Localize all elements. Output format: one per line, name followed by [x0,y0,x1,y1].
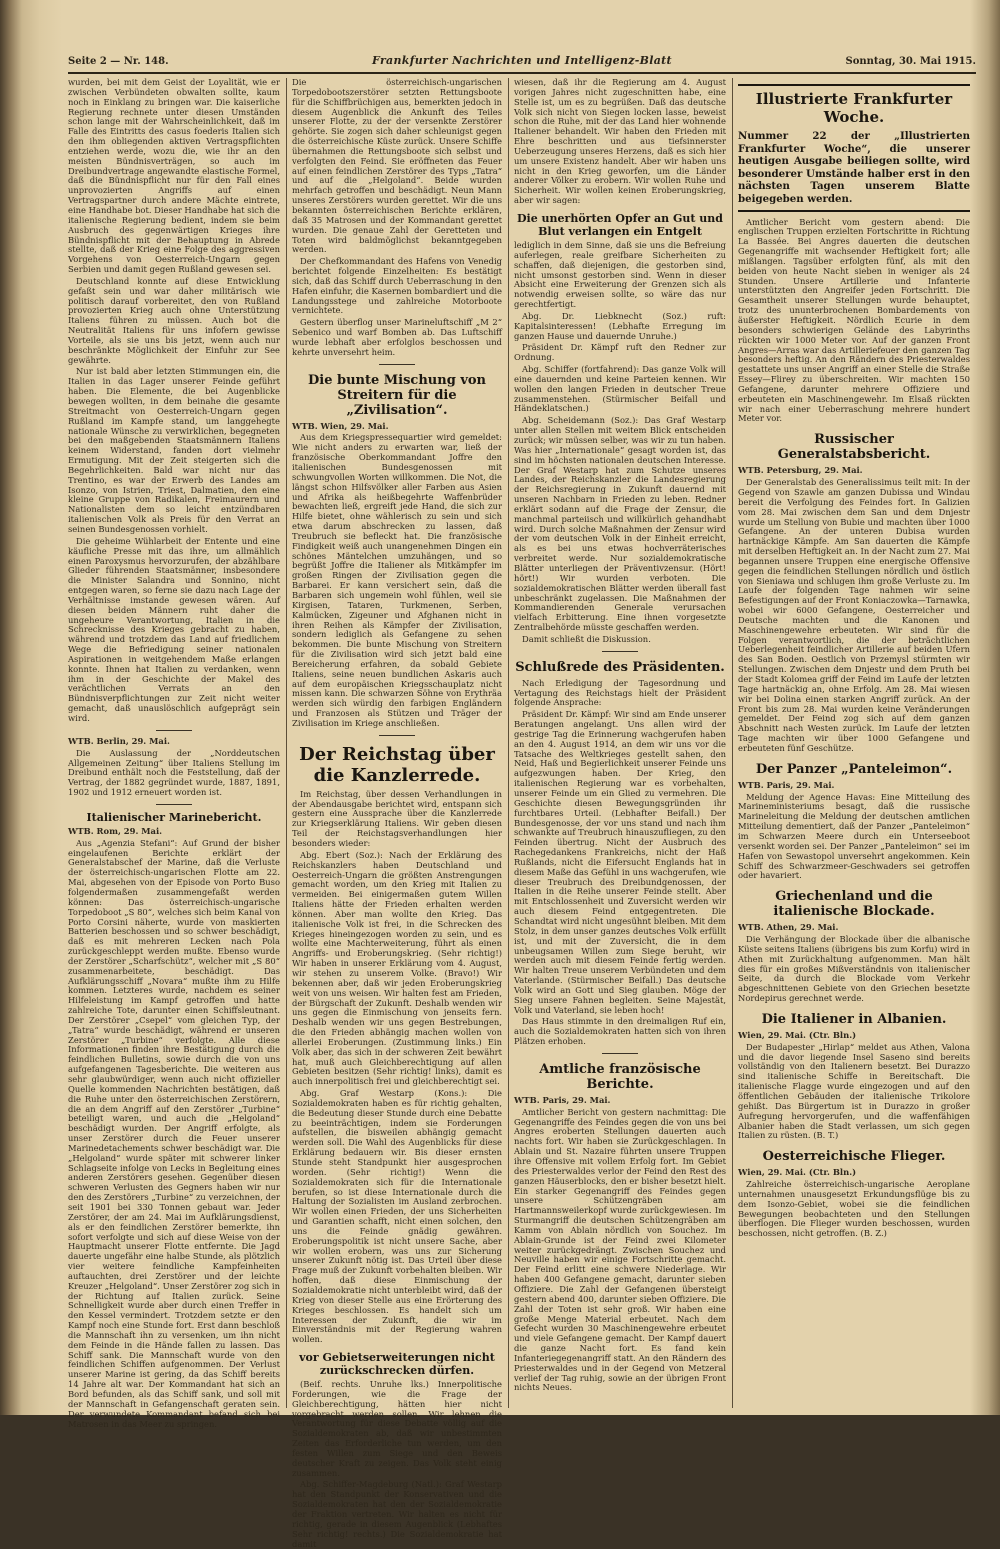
paragraph: Im Reichstag, über dessen Verhandlungen in der Abendausgabe berichtet wird, entspann sich gestern eine Aussprache über die Kanzlerrede zur Kriegserklärung Italiens. Wir geben diesen Teil der Reichstagsverhandlungen hier besonders wieder: [292,788,502,848]
dateline [738,923,970,933]
column-divider [286,78,287,1408]
page-number: Seite 2 — Nr. 148. [68,56,169,67]
paragraph: Amtlicher Bericht von gestern nachmittag: Die Gegenangriffe des Feindes gegen die von uns bei Angres eroberten Stellungen dauerten auch nachts fort. Wir haben sie Zurückgeschlagen. In Ablain und St. Nazaire führten unsere Truppen ihre Offensive mit vollem Erfolg fort. Im Gebiet des Priesterwaldes verlor der Feind den Rest des ganzen Häuserblocks, den er bisher besetzt hielt. Ein starker Gegenangriff des Feindes gegen unsere Schützengräben am Hartmannsweilerkopf wurde zurückgewiesen. Im Sturmangriff die deutschen Schützengräben am Kamm von Ablain nördlich von Souchez. Im Ablain-Grunde ist der Feind zwei Kilometer weiter zurückgedrängt. Zwischen Souchez und Neuville haben wir einige Fortschritte gemacht. Der Feind erlitt eine schwere Niederlage. Wir haben 400 Gefangene gemacht, darunter sieben Offiziere. Die Zahl der Gefangenen übersteigt gestern abend 400, darunter sieben Offiziere. Die Zahl der Toten ist sehr groß. Wir haben eine große Menge Material erbeutet. Nach dem Gefecht wurden 30 Maschinengewehre erbeutet und viele Gefangene gemacht. Der Kampf dauert die ganze Nacht fort. Es fand kein Infanteriegegenangriff statt. An den Rändern des Priesterwaldes und in der Gegend von Metzeral verlief der Tag ruhig, sowie an der übrigen Front nichts Neues. [514,1106,726,1393]
notice-text: Nummer 22 der „Illustrierten Frankfurter Woche“, die unserer heutigen Ausgabe beiliegen sollte, wird besonderer Umstände halber erst in den nächsten Tagen unserem Blatte beigegeben werden. [738,130,970,205]
separator [156,804,192,805]
column-divider [732,78,733,1408]
paragraph: Der Budapester „Hirlap“ meldet aus Athen, Valona und die davor liegende Insel Saseno sind bereits vollständig von den Italienern besetzt. Bei Durazzo sind italienische Schiffe in Bereitschaft. Die italienische Flagge wurde eingezogen und auf den öffentlichen Gebäuden der italienische Trikolore gehißt. Das Bürgertum ist in Durazzo in großer Aufregung hervorgerufen, und die waffenfähigen Albanier haben die Stadt verlassen, um sich gegen Italien zu rüsten. (B. T.) [738,1041,970,1141]
dateline-text: WTB. Berlin, 29. Mai. [68,735,170,746]
dateline-text: WTB. Rom, 29. Mai. [68,825,163,836]
heading-reichstag: Der Reichstag über die Kanzlerrede. [299,743,495,786]
dateline-text: WTB. Paris, 29. Mai. [738,779,835,790]
paragraph: Aus dem Kriegspressequartier wird gemeldet: Wie nicht anders zu erwarten war, ließ der französische Oberkommandant Joffre den italienischen Bundesgenossen mit schwungvollen Worten willkommen. Die Not, die längst schon Hilfsvölker aller Farben aus Asien und Afrika als heißbegehrte Waffenbrüder bewachten ließ, ergreift jede Hand, die sich zur Hilfe bietet, ohne wählerisch zu sein und sich etwa darum abschrecken zu lassen, daß Treubruch sie befleckt hat. Die französische Findigkeit weiß auch unangenehmen Dingen ein schönes Mäntelchen umzuhängen, und so begrüßt Joffre die Italiener als Mitkämpfer im großen Ringen der Zivilisation gegen die Barbarei. Er kann versichert sein, daß die Barbaren sich ungemein wohl fühlen, weil sie Kirgisen, Tataren, Turkmenen, Serben, Kalmücken, Zigeuner und Afghanen nicht in ihren Reihen als Kämpfer der Zivilisation, sondern lediglich als Gefangene zu sehen bekommen. Die bunte Mischung von Streitern für die Zivilisation wird sich jetzt bald eine Bereicherung erfahren, da sobald Gebiete Italiens, seine neuen bundlichen Askaris auch auf dem europäischen Kriegsschauplatz nicht missen kann. Die schwarzen Söhne von Erythräa werden sich würdig den farbigen Engländern und Franzosen als Stützen und Träger der Zivilisation im Kriege anschließen. [292,432,502,728]
paragraph: Gestern überflog unser Marineluftschiff „M 2“ Sebenico und warf Bomben ab. Das Luftschiff wurde lebhaft aber erfolglos beschossen und kehrte unversehrt heim. [292,317,502,357]
paragraph: lediglich in dem Sinne, daß sie uns die Befreiung auferlegen, reale greifbare Sicherheiten zu schaffen, daß diejenigen, die gestorben sind, nicht umsonst gestorben sind. Wenn in dieser Absicht eine Erweiterung der Grenzen sich als notwendig erweisen sollte, so wäre das nur gerechtfertigt. [514,239,726,310]
separator [602,1053,638,1054]
paragraph: Nur ist bald aber letzten Stimmungen ein, die Italien in das Lager unserer Feinde geführt haben. Die Elemente, die bei Augenblicke bewegen wollten, in dem beinahe die gesamte Streitmacht von Oesterreich-Ungarn gegen Rußland im Kampfe stand, um langgehegte nationale Wünsche zu verwirklichen, begegneten bei den maßgebenden Staatsmännern Italiens keinem Widerstand, fanden dort vielmehr Ermutigung. Mit der Zeit steigerten sich die Begehrlichkeiten. Bald war nicht nur das Trentino, es war der Erwerb des Landes am Isonzo, von Istrien, Triest, Dalmatien, den eine kleine Gruppe von Radikalen, Freimaurern und Nationalisten dem so leicht entzündbaren italienischen Volk als Preis für den Verrat an seinen Bundesgenossen vorhielt. [68,366,280,534]
heading-bunte-mischung: Die bunte Mischung von Streitern für die „Zivilisation“. [307,372,486,418]
dateline [738,1168,970,1178]
heading-russischer-bericht: Russischer Generalstabsbericht. [777,432,931,463]
separator [602,651,638,652]
dateline [68,737,280,747]
paragraph: Das Haus stimmte in den dreimaligen Ruf ein, auch die Sozialdemokraten hatten sich von ihren Plätzen erhoben. [514,1016,726,1047]
heading-schlussrede: Schlußrede des Präsidenten. [515,659,725,675]
paragraph: wiesen, daß ihr die Regierung am 4. August vorigen Jahres nicht zugeschnitten habe, eine Stelle ist, um es zu begrüßen. Daß das deutsche Volk sich nicht von Siegen locken lasse, beweist schon die Ruhe, mit der das Land hier wohnende Italiener behandelt. Wir haben den Frieden mit Ehre beschritten und aus tiefsinnerster Ueberzeugung unseres Herzens, daß es sich hier um unsere Existenz handelt. Aber wir haben uns nicht in den Krieg geworfen, um die Länder anderer Völker zu erobern. Wir wollen Ruhe und Sicherheit. Wir wollen keinen Eroberungskrieg, aber wir sagen: [514,77,726,206]
page-header [68,52,976,72]
paragraph: Damit schließt die Diskussion. [522,633,651,644]
notice-title: Illustrierte Frankfurter Woche. [755,90,953,126]
heading-franzoesische-berichte: Amtliche französische Berichte. [539,1061,701,1092]
paragraph: Aus „Agenzia Stefani“: Auf Grund der bisher eingelaufenen Berichte erklärt der Generalstabschef der Marine, daß die Verluste der österreichisch-ungarischen Flotte am 22. Mai, abgesehen von der Episode von Porto Buso folgendermaßen zusammengefaßt werden können: Das österreichisch-ungarische Torpedoboot „S 80“, welches sich beim Kanal von Porto Corsini näherte, wurde von maskierten Batterien beschossen und so schwer beschädigt, daß es mit mehreren Lecken nach Pola zurückgeschleppt werden mußte. Ebenso wurde der Zerstörer „Scharfschütz“, welcher mit „S 80“ zusammenarbeitete, beschädigt. Das Aufklärungsschiff „Novara“ mußte ihm zu Hilfe kommen. Letzteres wurde, nachdem es seiner Hilfeleistung im Kampf getroffen und hatte zahlreiche Tote, darunter einen Schiffsleutnant. Der Zerstörer „Csepel“ vom gleichen Typ, der „Tatra“ wurde beschädigt, während er unseren Zerstörer „Turbine“ verfolgte. Alle diese Informationen finden ihre Bestätigung durch die feindlichen Bulletins, sowie durch die von uns aufgefangenen Tagesberichte. Die weiteren aus sehr glaubwürdiger, wenn auch nicht offizieller Quelle kommenden Nachrichten bestätigen, daß die Ruhe unter den österreichischen Zerstörern, die an dem Angriff auf den Zerstörer „Turbine“ beteiligt waren, und auch die „Helgoland“ beschädigt wurden. Der Angriff erfolgte, als unser Zerstörer durch die Feuer unserer Marinedetachements schwer beschädigt war. Die „Helgoland“ wurde später mit schwerer linker Schlagseite infolge von Lecks in Begleitung eines anderen Zerstörers gesehen. Gegenüber diesen schweren Verlusten des Gegners haben wir nur den des Zerstörers „Turbine“ zu verzeichnen, der seit 1901 bei 330 Tonnen gebaut war. Jeder Zerstörer, der am 24. Mai im Aufklärungsdienst, als er den feindlichen Zerstörer bemerkte, ihn sofort verfolgte und sich auf diese Weise von der Hauptmacht unserer Flotte entfernte. Die Jagd dauerte ungefähr eine halbe Stunde, als plötzlich vier weitere feindliche Kampfeinheiten auftauchten, drei Zerstörer und der leichte Kreuzer „Helgoland“. Unser Zerstörer zog sich in der Richtung auf Italien zurück. Seine Schnelligkeit wurde aber durch einen Treffer in den Kessel vermindert. Trotzdem setzte er den Kampf noch eine Stunde fort. Erst dann beschloß die Mannschaft ihn zu versenken, um ihn nicht dem Feinde in die Hände fallen zu lassen. Das Schiff sank. Die Mannschaft wurde von den feindlichen Schiffen aufgenommen. Der Verlust unserer Marine ist gering, da das Schiff bereits 14 Jahre alt war. Der Kommandant hat sich an Bord befunden, als das Schiff sank, und soll mit der Mannschaft in Gefangenschaft geraten sein. Der verwundete Kommandant befand sich bei Matrosen in das Meer zu springen. [68,837,280,1429]
dateline-text: WTB. Athen, 29. Mai. [738,922,839,933]
separator [156,730,192,731]
subheading-gebietserweiterungen: vor Gebietserweiterungen nicht zurückschrecken dürfen. [299,1351,495,1378]
paragraph: Die geheime Wühlarbeit der Entente und eine käufliche Presse mit das ihre, um allmählich einen Paroxysmus hervorzurufen, der abzählbare Glieder führenden Staatsmänner, insbesondere die Minister Salandra und Sonnino, nicht entgegen waren, so ferne sie dazu nach Lage der Verhältnisse imstande gewesen wären. Auf diesen beiden Männern ruht daher die ungeheure Verantwortung, Italien in die Schrecknisse des Krieges gebracht zu haben, während und trotzdem das Land auf friedlichem Wege die Befriedigung seiner nationalen Aspirationen in weitgehendem Maße erlangen konnte. Ihnen hat Italien zu verdanken, wenn ihm in der Geschichte der Makel des verächtlichen Verrats an den Bündnisverpflichtungen zur Zeit nicht weiter gemacht, daß unauslöschlich aufgeprägt sein wird. [68,535,280,723]
page-right-edge [970,0,1000,1415]
dateline [738,1031,970,1041]
paragraph: Die Verhängung der Blockade über die albanische Küste seitens Italiens (übrigens bis zum Korfu) wird in Athen mit Zurückhaltung aufgenommen. Man hält dies für ein großes Mißverständnis von italienischer Seite, da durch die Blockade vom Verkehr abgeschnittenen Gebiete von den Griechen besetzte Nordepirus gerechnet werde. [738,934,970,1004]
paragraph: Abg. Dr. Liebknecht (Soz.) ruft: Kapitalsinteressen! (Lebhafte Erregung im ganzen Hause und dauernde Unruhe.) [514,310,726,341]
dateline-text: WTB. Paris, 29. Mai. [514,1094,611,1105]
paragraph: Der Chefkommandant des Hafens von Venedig berichtet folgende Einzelheiten: Es bestätigt sich, daß das Schiff durch Ueberraschung in den Hafen einfuhr, die Kasernen bombardiert und die Landungsstege und zahlreiche Motorboote vernichtete. [292,256,502,316]
dateline-text: Wien, 29. Mai. (Ctr. Bln.) [738,1167,857,1178]
paragraph: Abg. Ebert (Soz.): Nach der Erklärung des Reichskanzlers haben Deutschland und Oesterreich-Ungarn die größten Anstrengungen gemacht worden, um den Krieg mit Italien zu vermeiden. Bei einigermaßen gutem Willen Italiens hätte der Frieden erhalten werden können. Aber man wollte den Krieg. Das italienische Volk ist frei, in die Schrecken des Krieges hineingezogen worden zu sein, und es wollte eine Machterweiterung, führt als einen Angriffs- und Eroberungskrieg. (Sehr richtig!) Wir haben in unserer Erklärung vom 4. August, wir stehen zu unserem Volke. (Bravo!) Wir bekennen aber, daß wir jeden Eroberungskrieg weit von uns weisen. Wir halten fest am Frieden, der Bürgschaft der Zukunft. Deshalb wenden wir uns gegen die Einmischung von jenseits fern. Deshalb wenden wir uns gegen Bestrebungen, die den Frieden abhängig machen wollen von allerlei Eroberungen. (Zustimmung links.) Ein Volk aber, das sich in der schweren Zeit bewährt hat, muß auch Gleichberechtigung auf allen Gebieten besitzen (Sehr richtig! links), damit es auch innerpolitisch frei und gleichberechtigt sei. [292,849,502,1087]
paragraph: Präsident Dr. Kämpf ruft den Redner zur Ordnung. [514,342,726,363]
heading-panzer: Der Panzer „Panteleimon“. [755,761,953,777]
dateline [738,466,970,476]
subheading-opfer: Die unerhörten Opfer an Gut und Blut verlangen ein Entgelt [517,211,723,238]
paragraph: Amtlicher Bericht vom gestern abend: Die englischen Truppen erzielten Fortschritte in Richtung La Bassée. Bei Angres dauerten die deutschen Gegenangriffe mit wachsender Heftigkeit fort; alle mißlangen. Tagsüber erfolgten fünf, als mit den beiden von heute Nacht sieben in weniger als 24 Stunden. Unsere Artillerie und Infanterie unterstützten den Angreifer jeden Fortschritt. Die Gesamtheit unserer Stellungen wurde behauptet, trotz des ununterbrochenen Bombardements von äußerster Heftigkeit. Nördlich Ecurie in dem besonders schwierigen Gelände des Labyrinths rückten wir 1000 Meter vor. Auf der ganzen Front Angres—Arras war das Artilleriefeuer den ganzen Tag besonders heftig. An den Rändern des Priesterwaldes gestattete uns unser Angriff an einer Stelle die Straße Essey—Flirey zu überschreiten. Wir machten 150 Gefangene, darunter mehrere Offiziere und erbeuteten ein Maschinengewehr. Im Elsaß rückten wir nach einer Ueberraschung mehrere hundert Meter vor. [738,216,970,424]
dateline-text: Wien, 29. Mai. (Ctr. Bln.) [738,1029,857,1040]
paragraph: wurden, bei mit dem Geist der Loyalität, wie er zwischen Verbündeten obwalten sollte, kaum noch in Einklang zu bringen war. Die kaiserliche Regierung rechnete unter diesen Umständen schon lange mit der Wahrscheinlichkeit, daß im Falle des Eintritts des casus foederis Italien sich den ihm obliegenden aktiven Vertragspflichten entziehen werde, wozu die, wie ihr an den meisten Bündnisverträgen, so auch im Dreibundvertrage angewandte elastische Formel, daß die Bündnispflicht nur für den Fall eines unprovozierten Angriffs auf einen Vertragspartner durch andere Mächte eintrete, eine Handhabe bot. Dieser Handhabe hat sich die italienische Regierung bedient, indem sie beim Ausbruch des gegenwärtigen Krieges ihre Bündnispflicht mit der Behauptung in Abrede stellte, daß der Krieg eine Folge des aggressiven Vorgehens von Oesterreich-Ungarn gegen Serbien und damit gegen Rußland gewesen sei. [68,77,280,275]
heading-flieger: Oesterreichische Flieger. [762,1149,946,1165]
column-3 [514,78,726,1408]
column-1 [68,77,280,1429]
paragraph: Meldung der Agence Havas: Eine Mitteilung des Marineministeriums besagt, daß die russische Marineleitung die Meldung der deutschen amtlichen Mitteilung dementiert, daß der Panzer „Panteleimon“ im Schwarzen Meere durch ein Unterseeboot versenkt worden sei. Der Panzer „Panteleimon“ sei im Hafen von Sewastopol unversehrt angekommen. Kein Schiff des Schwarzmeer-Geschwaders sei getroffen oder havariert. [738,791,970,881]
column-2 [292,77,502,1549]
notice-box-illustrierte [738,84,970,212]
paragraph: (Beif. rechts. Unruhe lks.) Innerpolitische Forderungen, wie die Frage der Gleichberechtigung, hätten hier nicht vorgebracht werden sollen. Wir lehnen die Verantwortung für diese Debatte völlig auf die Sozialdemokraten ab, daß wir unbestimmten Zeiten das Erforderliche tun werden, um den festen Willen zum Siege und den Beweis deutscher Kraft zu zeigen. Das Volk steht einig zusammen. [292,1379,502,1478]
paragraph: Nach Erledigung der Tagesordnung und Vertagung des Reichstags hielt der Präsident folgende Ansprache: [514,677,726,708]
paragraph: Der Generalstab des Generalissimus teilt mit: In der Gegend von Szawle am ganzen Dubissa und Windau bereit die Verfolgung des Feindes fort. In Galizien vom 28. Mai zwischen dem San und dem Dnjestr wurde um Stellung von Bubie und machten über 1000 Gefangene. An der unteren Dubisa wurden hartnäckige Kämpfe. Am San dauerten die Kämpfe mit derselben Heftigkeit an. In der Nacht zum 27. Mai begannen unsere Truppen eine energische Offensive gegen die feindlichen Stellungen nördlich und östlich von Sieniawa und schlugen ihm große Verluste zu. Im Laufe der folgenden Tage nahmen wir seine Befestigungen auf der Front Koniaczowka—Tarnawka, wobei wir 6000 Gefangene, Oesterreicher und Deutsche machten und die Kanonen und Maschinengewehre erbeuteten. Wir sind für die Folgen verantwortlich, die der beträchtlichen Ueberlegenheit feindlicher Artillerie auf beiden Ufern des San Boden. Oestlich von Przemysl stürmten wir Stellungen. Zwischen dem Dnjestr und dem Pruth bei der Stadt Kolomea griff der Feind im Laufe der letzten Tage hartnäckig an, ohne Erfolg. Am 28. Mai wiesen wir bei Dolina einen starken Angriff zurück. An der Front bis zum 28. Mai wurden keine Veränderungen gemeldet. Der Feind zog sich auf dem ganzen Abschnitt nach Westen zurück. Im Laufe der letzten Tage machten wir über 1000 Gefangene und erbeuteten fünf Geschütze. [738,477,970,753]
heading-albanien: Die Italiener in Albanien. [761,1011,947,1027]
paragraph: Abg. Graf Westarp (Kons.): Die Sozialdemokraten haben es für richtig gehalten, die Bedeutung dieser Stunde durch eine Debatte zu beeinträchtigen, indem sie Forderungen aufstellen, die bisweilen abhängig gemacht werden soll. Die Wahl des Augenblicks für diese Erklärung bedauern wir. Bis dieser ernsten Stunde steht Standpunkt hier ausgesprochen worden. (Sehr richtig!) Wenn die Sozialdemokraten sich für die Internationale berufen, so ist diese Internationale durch die Haltung der Sozialisten im Ausland zerbrochen. Wir wollen einen Frieden, der uns Sicherheiten und Garantien schafft, nicht einen solchen, den uns die Feinde gnädig gewähren. Eroberungspolitik ist nicht unsere Sache, aber wir wollen erobern, was uns zur Sicherung unserer Zukunft nötig ist. Das Urteil über diese Frage muß der Zukunft vorbehalten bleiben. Wir hoffen, daß diese Einmischung der Sozialdemokratie nicht unterbleibt wird, daß der Krieg von dieser Stelle aus eine Erörterung des Krieges beschlossen. Es handelt sich um Interessen der Zukunft, die wir im Einverständnis mit der Regierung wahren wollen. [292,1088,502,1345]
paragraph: Abg. Schiffer (fortfahrend): Das ganze Volk will eine dauernden und keine Parteien kennen. Wir wollen den langen Frieden in deutscher Treue zusammenstehen. (Stürmischer Beifall und Händeklatschen.) [514,364,726,414]
paragraph: Deutschland konnte auf diese Entwicklung gefaßt sein und war daher militärisch wie politisch darauf vorbereitet, den von Rußland provozierten Krieg auch ohne Unterstützung Italiens führen zu müssen. Auch bot die Neutralität Italiens für uns infofern gewisse Vorteile, als sie uns bis jetzt, wenn auch nur beschränkte Möglichkeit der Einfuhr zur See gewährte. [68,275,280,365]
dateline-text: WTB. Petersburg, 29. Mai. [738,465,863,476]
paragraph: Abg. Scheidemann (Soz.): Das Graf Westarp unter allen Stellen mit weitem Blick entscheiden zurück; wir müssen selber, was wir zu tun haben. Was hier „Internationale“ gesagt worden ist, das sind im höchsten nationalen deutschen Interesse. Der Graf Westarp hat zum Schutze unseres Landes, der Reichskanzler die Landesregierung der Reichsregierung in Zukunft dauernd mit unseren Nachbarn in Frieden zu leben. Redner erklärt sodann auf die Frage der Zensur, die manchmal parteiisch und willkürlich gehandhabt wird. Durch solche Maßnahmen der Zensur wird der vom deutschen Volk in der Einheit erreicht, als es bei uns etwas hochverräterisches verbreitet werde. Nur sozialdemokratische Blätter unterliegen der Präventivzensur. (Hört! hört!) Wir wurden verboten. Die sozialdemokratischen Blätter werden überall fast unbeschränkt zugelassen. Die Maßnahmen der Kommandierenden Generale verursachen vielfach Erbitterung. Eine ihnen vorgesetzte Zentralbehörde müsste geschaffen werden. [514,415,726,633]
dateline [292,422,502,432]
masthead: Frankfurter Nachrichten und Intelligenz-Blatt [372,54,672,67]
heading-griechenland: Griechenland und die italienische Blockade. [773,889,935,920]
paragraph: Zahlreiche österreichisch-ungarische Aeroplane unternahmen unausgesetzt Erkundungsflüge bis zu dem Isonzo-Gebiet, wobei sie die feindlichen Bewegungen beobachteten und den Stellungen überflogen. Die Flieger wurden beschossen, wurden beschossen, nicht getroffen. (B. Z.) [738,1179,970,1239]
paragraph: Präsident Dr. Kämpf: Wir sind am Ende unserer Beratungen angelangt. Uns allen wird der gestrige Tag die Erinnerung wachgerufen haben an den 4. August 1914, an dem wir uns vor die Tatsache des Weltkrieges gestellt sahen, den Neid, Haß und Begierlichkeit unserer Feinde uns aufgezwungen haben. Der Krieg, den italienischen Regierung war es vorbehalten, unserer Feinde um ein Glied zu vermehren. Die Geschichte diesen Bewegungsgründen ihr furchtbares Urteil. (Lebhafter Beifall.) Der Bundesgenosse, der vor uns stand und nach ihm schwankte auf Treubruch hinauszufliegen, zu den Feinden übertrug. Nicht der Ausbruch des Rachegedankens Frankreichs, nicht der Haß Rußlands, nicht die Eifersucht Englands hat in diesem Maße das Gefühl in uns wachgerufen, wie dieser Treubruch des Dreibundgenossen, der Italien in die Reihe unserer Feinde stellt. Aber mit Entschlossenheit und Zuversicht werden wir auch diesem Feind entgegentreten. Die Schandtat wird nicht ungesühnt bleiben. Mit dem Stolz, in dem unser ganzes deutsches Volk erfüllt ist, und mit der Zuversicht, die in dem unbeugsamen Willen zum Siege beruht, wir werden auch mit diesem Feinde fertig werden. Wir halten Treue unserem Verbündeten und dem Vaterlande. (Stürmischer Beifall.) Das deutsche Volk wird an Gott und Sieg glauben. Möge der Sieg unsere Fahnen begleiten. Seine Majestät, Volk und Vaterland, sie leben hoch! [514,709,726,1015]
dateline [514,1096,726,1106]
dateline-text: WTB. Wien, 29. Mai. [292,420,389,431]
separator [379,364,415,365]
page-binding-edge [0,0,62,1415]
paragraph: Abg. Schiffer-Magdeburg (Natl.): Graf Westarp hat den Standpunkt der Konservativen und die Sozialdemokraten hat den der Sozialdemokratie der Fraktion vertreten. Wir halten es nicht für richtig, gerade in diesem Augenblick (Lebhaftes Sehr richtig! rechts.) Die Sozialdemokratie hat damit [292,1479,502,1549]
separator [379,735,415,736]
column-4 [738,78,970,1408]
column-divider [508,78,509,1408]
dateline [738,781,970,791]
paragraph: Die österreichisch-ungarischen Torpedobootszerstörer setzten Rettungsboote für die Schiffbrüchigen aus, bemerkten jedoch in diesem Augenblick die Ankunft des Teiles unserer Flotte, zu der der versenkte Zerstörer gehörte. Sie zogen sich daher schleunigst gegen die österreichische Küste zurück. Unsere Schiffe übernahmen die Rettungsboote sich selbst und verfolgten den Feind. Sie eröffneten das Feuer auf einen feindlichen Zerstörer des Typs „Tatra“ und auf die „Helgoland“. Beide wurden mehrfach getroffen und beschädigt. Neun Mann unseres Zerstörers wurden gerettet. Wir die uns bekannten österreichischen Berichte erklären, daß 35 Matrosen und der Kommandant gerettet wurden. Die genaue Zahl der Geretteten und Toten wird baldmöglichst bekanntgegeben werden. [292,77,502,255]
dateline [68,827,280,837]
paragraph: Die Auslassung der „Norddeutschen Allgemeinen Zeitung“ über Italiens Stellung im Dreibund enthält noch die Feststellung, daß der Vertrag, der 1882 gegründet wurde, 1887, 1891, 1902 und 1912 erneuert worden ist. [68,747,280,798]
header-rule [68,72,976,74]
issue-date: Sonntag, 30. Mai 1915. [845,56,976,67]
heading-marine-report: Italienischer Marinebericht. [86,810,262,824]
